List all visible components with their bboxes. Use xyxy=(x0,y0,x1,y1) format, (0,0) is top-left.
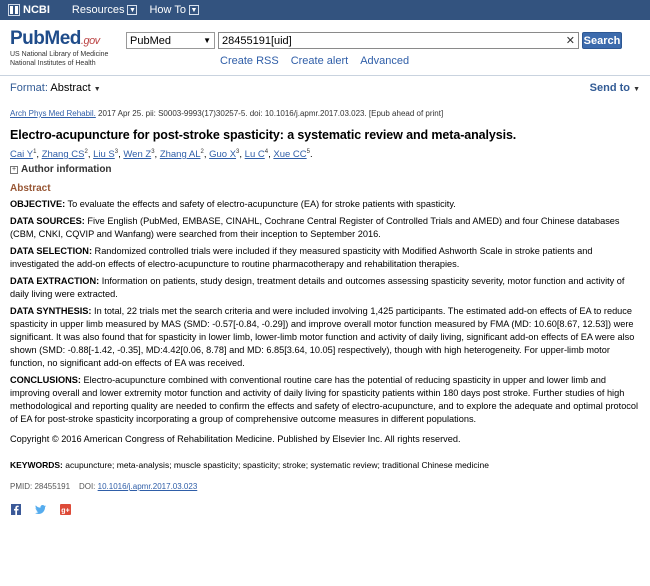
pmid-label: PMID: 28455191 xyxy=(10,482,71,492)
pubmed-logo-text: PubMed xyxy=(10,28,81,49)
author-link[interactable]: Zhang AL xyxy=(159,149,201,161)
abstract-paragraph xyxy=(10,198,640,211)
author-link[interactable]: Wen Z xyxy=(123,149,152,161)
author-affiliation-number: 4 xyxy=(264,149,269,155)
article-content xyxy=(10,108,640,515)
search-input[interactable] xyxy=(218,32,579,49)
pmid-doi-line xyxy=(10,482,640,491)
pubmed-logo-sub2: National Institutes of Health xyxy=(10,60,96,67)
abstract-paragraph xyxy=(10,275,640,301)
clear-icon[interactable]: ✕ xyxy=(565,35,575,47)
ncbi-logo-icon xyxy=(8,4,20,16)
svg-text:g+: g+ xyxy=(61,507,70,515)
author-affiliation-number: 3 xyxy=(151,149,155,155)
citation-details: 2017 Apr 25. pii: S0003-9993(17)30257-5. doi: 10.1016/j.apmr.2017.03.023. [Epub ahead of print] xyxy=(95,109,444,118)
search-sublinks xyxy=(220,55,409,67)
chevron-down-icon: ▼ xyxy=(190,6,198,14)
abstract-paragraph xyxy=(10,305,640,370)
howto-label: How To xyxy=(149,4,186,16)
abstract-section-text: Five English (PubMed, EMBASE, CINAHL, Cochrane Central Register of Controlled Trials and AMED) and four Chinese databases (CBM, CNKI, CQVIP and Wanfang) were searched from their inception to September 2016. xyxy=(10,216,620,240)
format-control[interactable] xyxy=(10,82,101,94)
author-link[interactable]: Guo X xyxy=(209,149,237,161)
pubmed-logo-gov: .gov xyxy=(80,35,100,47)
doi-label: DOI: xyxy=(78,482,96,492)
doi-link[interactable]: 10.1016/j.apmr.2017.03.023 xyxy=(97,482,198,492)
send-to-label: Send to xyxy=(589,82,630,94)
author-link[interactable]: Cai Y xyxy=(10,149,34,161)
abstract-paragraph xyxy=(10,215,640,241)
chevron-down-icon: ▼ xyxy=(93,86,101,93)
format-value: Abstract xyxy=(50,82,91,94)
author-affiliation-number: 3 xyxy=(236,149,240,155)
ncbi-top-bar xyxy=(0,0,650,20)
ncbi-logo-text: NCBI xyxy=(23,4,50,16)
abstract-section-label: DATA SOURCES: xyxy=(10,216,85,227)
abstract-section-label: DATA EXTRACTION: xyxy=(10,276,100,287)
pubmed-logo[interactable] xyxy=(10,28,108,68)
search-button[interactable]: Search xyxy=(582,32,622,49)
journal-link[interactable]: Arch Phys Med Rehabil. xyxy=(10,109,96,118)
abstract-section-label: DATA SELECTION: xyxy=(10,246,92,257)
abstract-section-text: To evaluate the effects and safety of electro-acupuncture (EA) for stroke patients with spasticity. xyxy=(65,199,456,210)
abstract-paragraph xyxy=(10,374,640,426)
share-buttons xyxy=(10,504,640,515)
author-affiliation-number: 5 xyxy=(306,149,310,155)
author-link[interactable]: Lu C xyxy=(244,149,265,161)
author-affiliation-number: 2 xyxy=(84,149,88,155)
pubmed-logo-sub1: US National Library of Medicine xyxy=(10,51,109,58)
author-list: Cai $Y^1$, Zhang $CS^2$, Liu $S^3$, Wen $Z^3$, Zhang $AL^2$, Guo $X^3$, Lu $C^4$, Xue $CC^5$. xyxy=(10,149,313,161)
author-link[interactable]: Xue CC xyxy=(273,149,307,161)
copyright-notice: Copyright © 2016 American Congress of Rehabilitation Medicine. Published by Elsevier Inc. All rights reserved. xyxy=(10,434,461,445)
search-input-value: 28455191[uid] xyxy=(222,34,292,47)
keywords-label: KEYWORDS: xyxy=(10,460,63,471)
abstract-section-label: OBJECTIVE: xyxy=(10,199,66,210)
author-link[interactable]: Liu S xyxy=(93,149,115,161)
author-information-toggle[interactable] xyxy=(10,164,640,175)
author-affiliation-number: 2 xyxy=(200,149,204,155)
abstract-paragraph xyxy=(10,245,640,271)
format-row xyxy=(10,82,640,94)
author-affiliation-number: 3 xyxy=(114,149,119,155)
format-label: Format: xyxy=(10,82,48,94)
abstract-section-text: Electro-acupuncture combined with conventional routine care has the potential of reducing spasticity in upper and lower limb and improving overall and lower extremity motor function and activity of daily living for spasticity patients within 180 days post stroke. Further studies of high methodological and reporting quality are needed to confirm the effects and safety of electro-acupuncture, and to explore the adequate and optimal protocol of EA for post-stroke spasticity incorporating a group of comprehensive outcome measures in different populations. xyxy=(10,375,639,425)
abstract-section-text: Randomized controlled trials were included if they measured spasticity with Modified Ashworth Scale in stroke patients and investigated the add-on effects of electro-acupuncture to routine pharmacotherapy and rehabilitation therapies. xyxy=(10,246,593,270)
chevron-down-icon: ▼ xyxy=(203,36,211,45)
create-alert-link[interactable]: Create alert xyxy=(290,55,349,67)
expand-plus-icon: + xyxy=(11,166,17,174)
author-affiliation-number: 1 xyxy=(33,149,37,155)
search-header xyxy=(0,20,650,76)
article-title: Electro-acupuncture for post-stroke spasticity: a systematic review and meta-analysis. xyxy=(10,128,517,142)
keywords-text: acupuncture; meta-analysis; muscle spasticity; spasticity; stroke; systematic review; traditional Chinese medicine xyxy=(62,460,490,471)
send-to-control[interactable] xyxy=(590,82,640,94)
citation-line xyxy=(10,108,640,120)
abstract-section-text: Information on patients, study design, treatment details and outcomes assessing spasticity severity, motor function and activity of daily living were extracted. xyxy=(10,276,625,300)
abstract-heading: Abstract xyxy=(10,183,51,195)
resources-menu[interactable] xyxy=(72,4,138,16)
keywords-line xyxy=(10,460,640,470)
chevron-down-icon: ▼ xyxy=(633,86,640,93)
chevron-down-icon: ▼ xyxy=(129,6,136,14)
howto-menu[interactable] xyxy=(149,4,198,16)
author-link[interactable]: Zhang CS xyxy=(41,149,85,161)
facebook-icon[interactable] xyxy=(10,504,21,515)
author-information-label: Author information xyxy=(21,164,112,176)
database-select[interactable] xyxy=(126,32,215,49)
advanced-search-link[interactable]: Advanced xyxy=(360,55,410,67)
ncbi-logo[interactable] xyxy=(8,4,50,16)
abstract-section-label: DATA SYNTHESIS: xyxy=(10,306,92,317)
resources-label: Resources xyxy=(71,4,125,16)
twitter-icon[interactable] xyxy=(35,504,46,515)
abstract-section-label: CONCLUSIONS: xyxy=(10,375,81,386)
google-plus-icon[interactable] xyxy=(60,504,71,515)
abstract-section-text: In total, 22 trials met the search criteria and were included involving 1,425 participants. The estimated add-on effects of EA to reduce spasticity in upper limb measured by MAS (SMD: -0.57[-0.84, -0.29]) and improve overall motor function measured by FMA (MD: 10.60[8.67, 12.53]) were significant. It was also found that for spasticity in lower limb, lower-limb motor function and activity of daily living, significant add-on effects of EA were also shown (SMD: -0.88[-1.42, -0.35], MD:4.42[0.06, 8.78] and MD: 6.85[3.64, 10.05] respectively), though with high heterogeneity. For upper-limb motor function, no significant add-on effects of EA was received. xyxy=(10,306,635,369)
create-rss-link[interactable]: Create RSS xyxy=(220,55,279,67)
database-select-value: PubMed xyxy=(130,34,171,47)
